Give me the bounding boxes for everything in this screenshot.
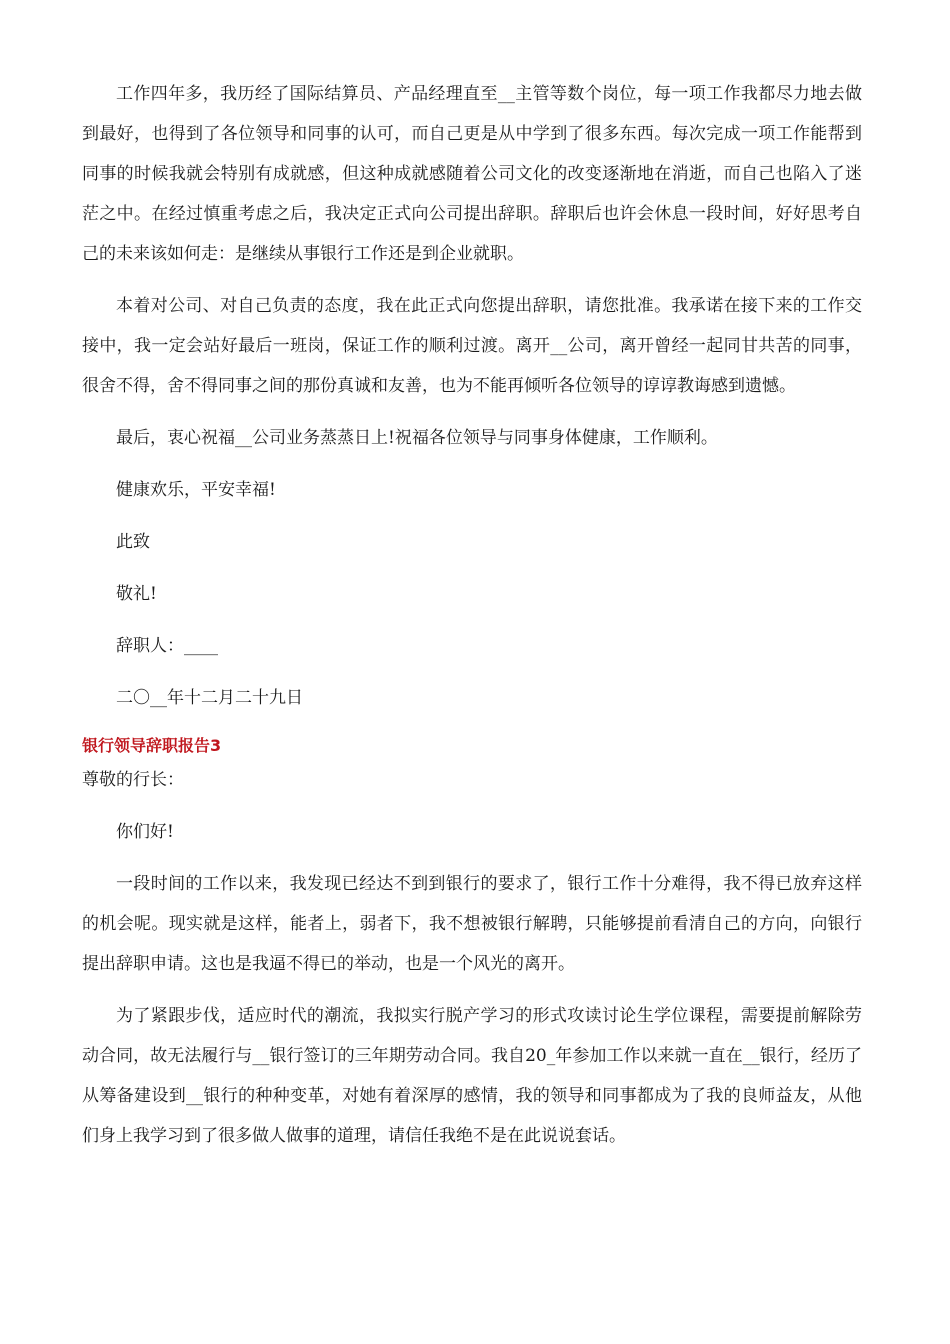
closing-jingli: 敬礼! — [116, 584, 157, 604]
paragraph-reason: 一段时间的工作以来，我发现已经达不到到银行的要求了，银行工作十分难得，我不得已放弃这样的机会呢。现实就是这样，能者上，弱者下，我不想被银行解聘，只能够提前看清自己的方向，向银行提出辞职申请。这也是我逼不得已的举动，也是一个风光的离开。 — [82, 874, 862, 974]
paragraph-wishes: 健康欢乐，平安幸福! — [116, 480, 276, 500]
closing-cizhi: 此致 — [116, 532, 150, 552]
greeting: 你们好! — [116, 822, 174, 842]
salutation: 尊敬的行长： — [82, 770, 184, 790]
paragraph-resignation-request: 本着对公司、对自己负责的态度，我在此正式向您提出辞职，请您批准。我承诺在接下来的工作交接中，我一定会站好最后一班岗，保证工作的顺利过渡。离开__公司，离开曾经一起同甘共苦的同事，很舍不得，舍不得同事之间的那份真诚和友善，也为不能再倾听各位领导的谆谆教诲感到遗憾。 — [82, 296, 862, 396]
paragraph-blessing: 最后，衷心祝福__公司业务蒸蒸日上!祝福各位领导与同事身体健康，工作顺利。 — [116, 428, 718, 448]
paragraph-work-history: 工作四年多，我历经了国际结算员、产品经理直至__主管等数个岗位，每一项工作我都尽力地去做到最好，也得到了各位领导和同事的认可，而自己更是从中学到了很多东西。每次完成一项工作能帮到同事的时候我就会特别有成就感，但这种成就感随着公司文化的改变逐渐地在消逝，而自己也陷入了迷茫之中。在经过慎重考虑之后，我决定正式向公司提出辞职。辞职后也许会休息一段时间，好好思考自己的未来该如何走：是继续从事银行工作还是到企业就职。 — [82, 84, 862, 264]
paragraph-study-plan: 为了紧跟步伐，适应时代的潮流，我拟实行脱产学习的形式攻读讨论生学位课程，需要提前解除劳动合同，故无法履行与__银行签订的三年期劳动合同。我自20_年参加工作以来就一直在__银行，经历了从筹备建设到__银行的种种变革，对她有着深厚的感情，我的领导和同事都成为了我的良师益友，从他们身上我学习到了很多做人做事的道理，请信任我绝不是在此说说套话。 — [82, 1006, 862, 1146]
date-line: 二〇__年十二月二十九日 — [116, 688, 303, 708]
section-heading: 银行领导辞职报告3 — [82, 736, 222, 755]
document-page — [82, 74, 862, 1156]
signature-line: 辞职人：____ — [116, 636, 218, 656]
